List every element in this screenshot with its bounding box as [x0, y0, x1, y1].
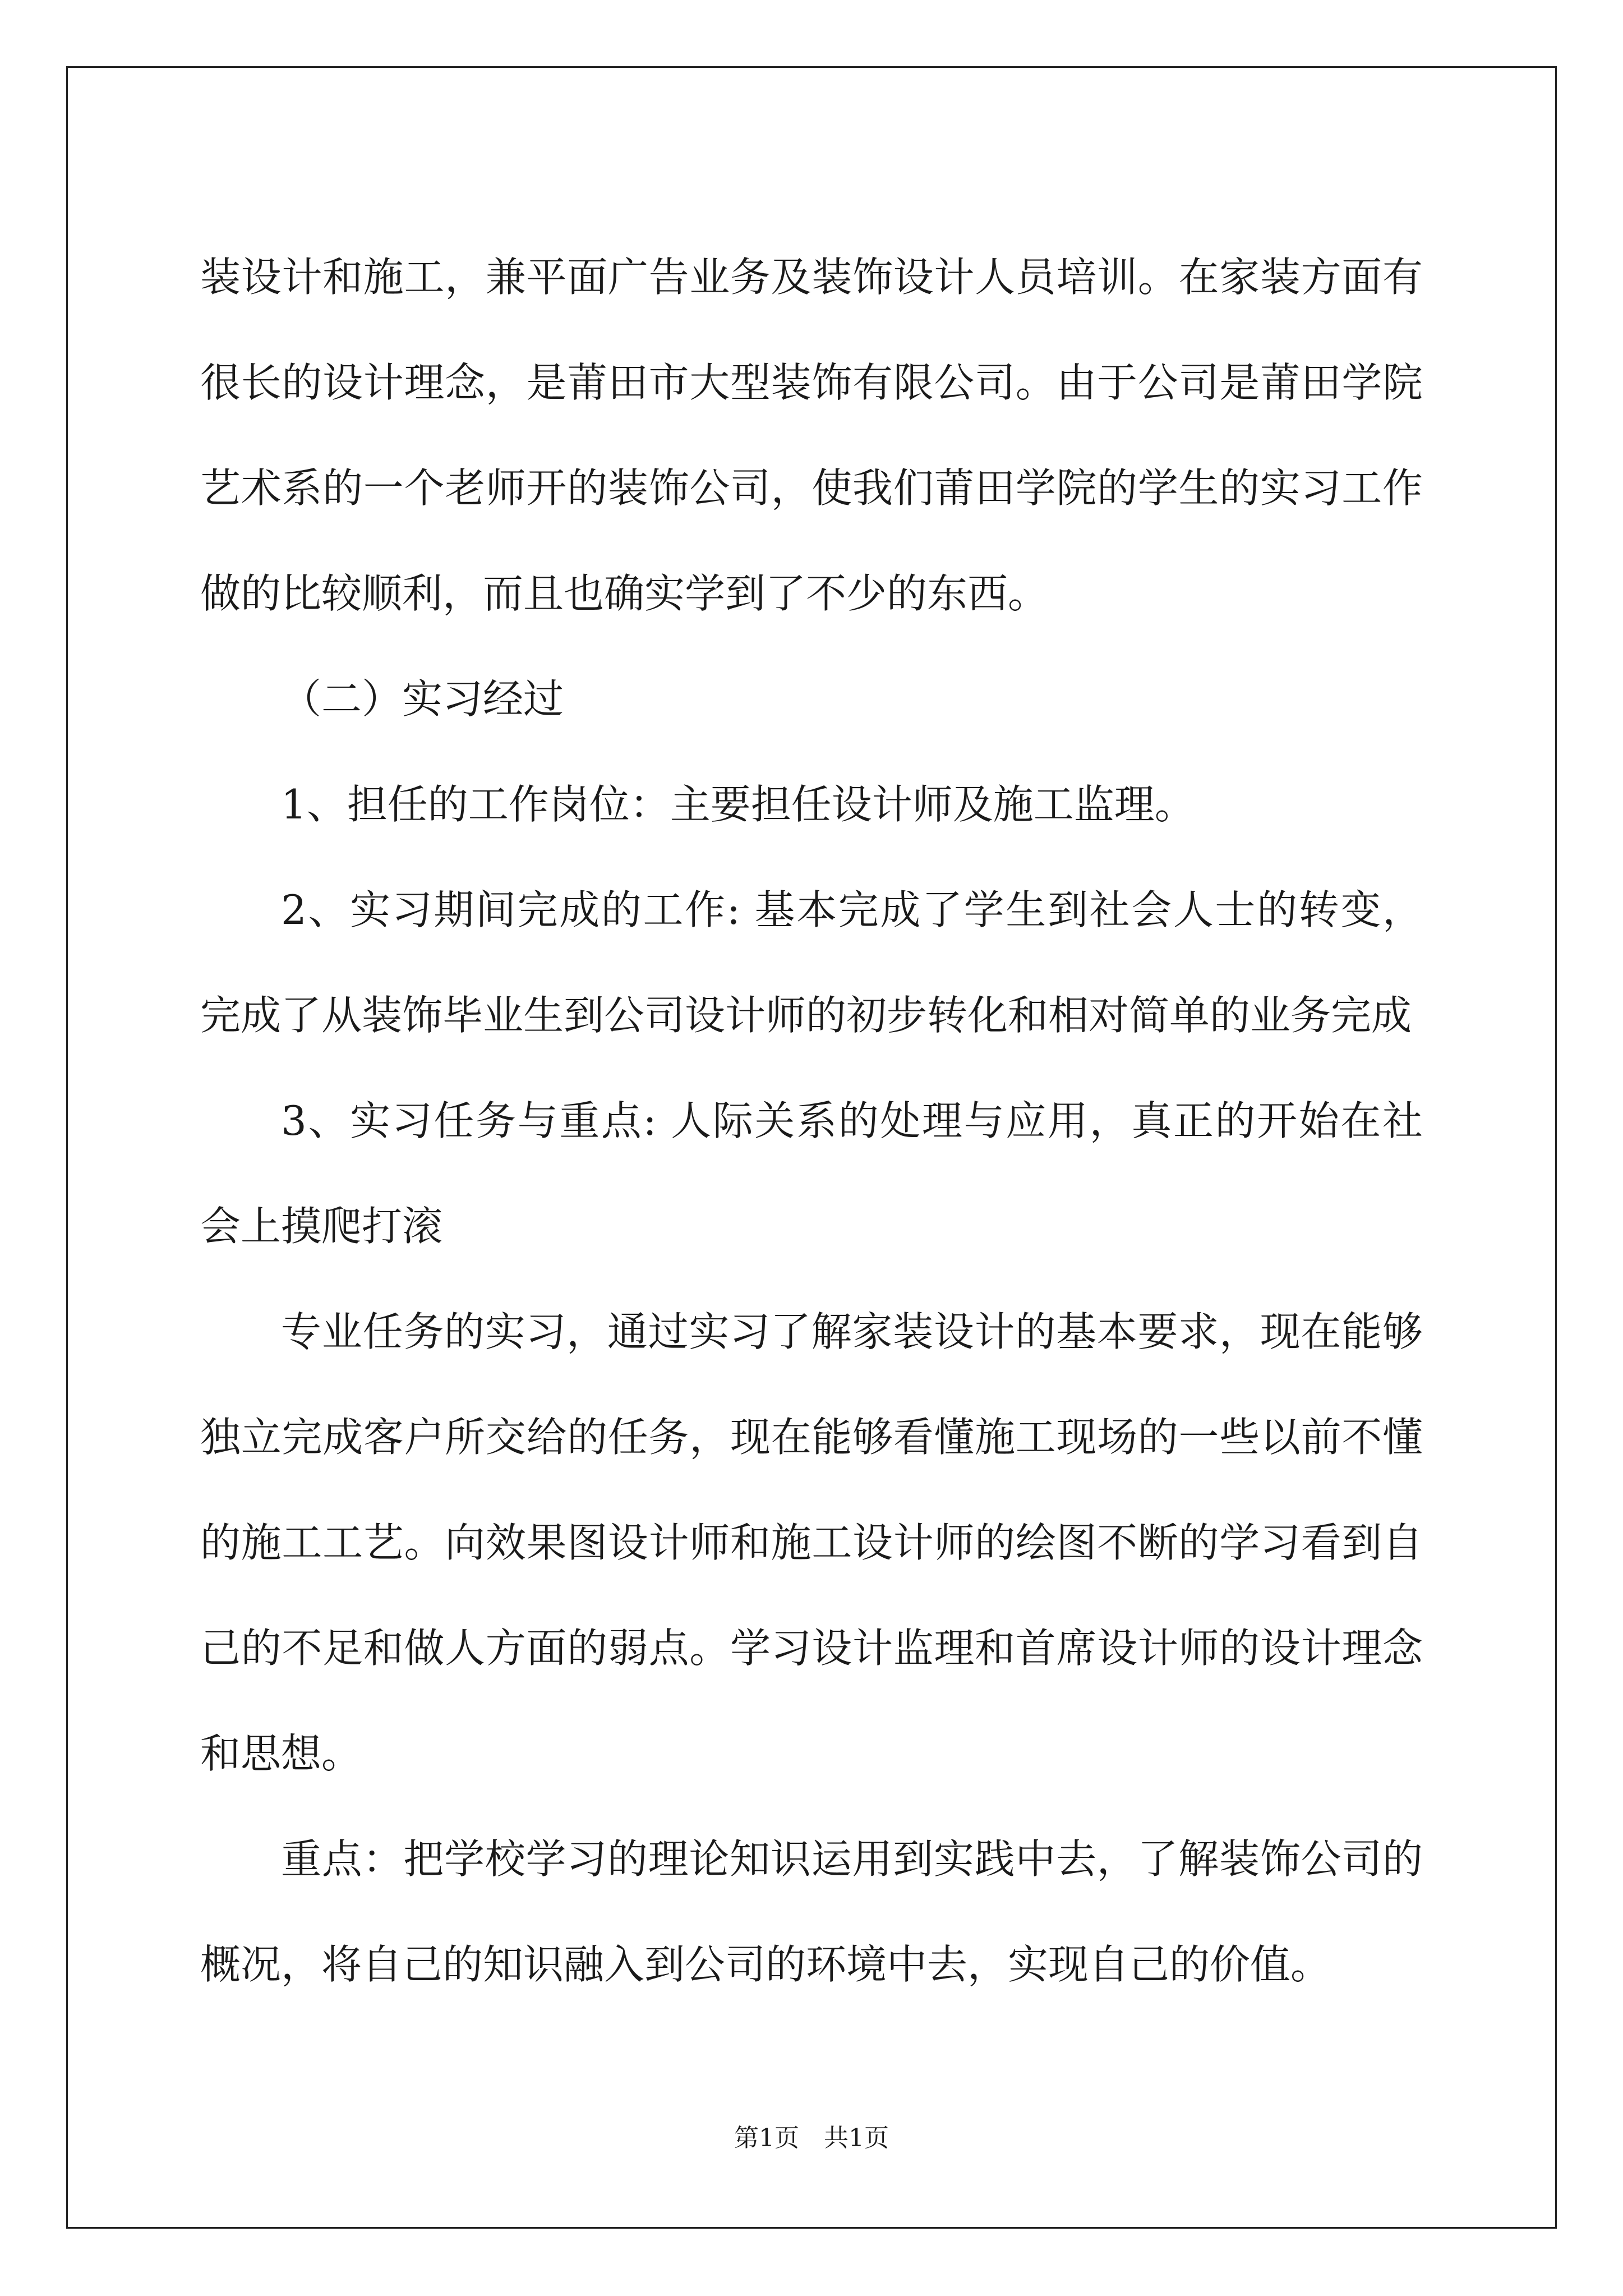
paragraph-professional-tasks: 专业任务的实习，通过实习了解家装设计的基本要求，现在能够独立完成客户所交给的任务，现在能够看懂施工现场的一些以前不懂的施工工艺。向效果图设计师和施工设计师的绘图不断的学习看到自己的不足和做人方面的弱点。学习设计监理和首席设计师的设计理念和思想。 [200, 1308, 1423, 1777]
paragraph-intro: 装设计和施工，兼平面广告业务及装饰设计人员培训。在家装方面有很长的设计理念，是莆田市大型装饰有限公司。由于公司是莆田学院艺术系的一个老师开的装饰公司，使我们莆田学院的学生的实习工作做的比较顺利，而且也确实学到了不少的东西。 [200, 254, 1423, 617]
document-body [200, 224, 1423, 2017]
page-footer: 第1页 共1页 [734, 2124, 889, 2152]
section-heading: （二）实习经过 [281, 675, 564, 723]
paragraph-key-points: 重点：把学校学习的理论知识运用到实践中去，了解装饰公司的概况，将自己的知识融入到公司的环境中去，实现自己的价值。 [200, 1835, 1423, 1988]
paragraph-item-3: 3、实习任务与重点: 人际关系的处理与应用，真正的开始在社会上摸爬打滚 [200, 1097, 1423, 1250]
paragraph-item-1: 1、担任的工作岗位：主要担任设计师及施工监理。 [281, 781, 1195, 828]
paragraph-item-2: 2、实习期间完成的工作: 基本完成了学生到社会人士的转变，完成了从装饰毕业生到公司设计师的初步转化和相对简单的业务完成 [200, 886, 1423, 1039]
